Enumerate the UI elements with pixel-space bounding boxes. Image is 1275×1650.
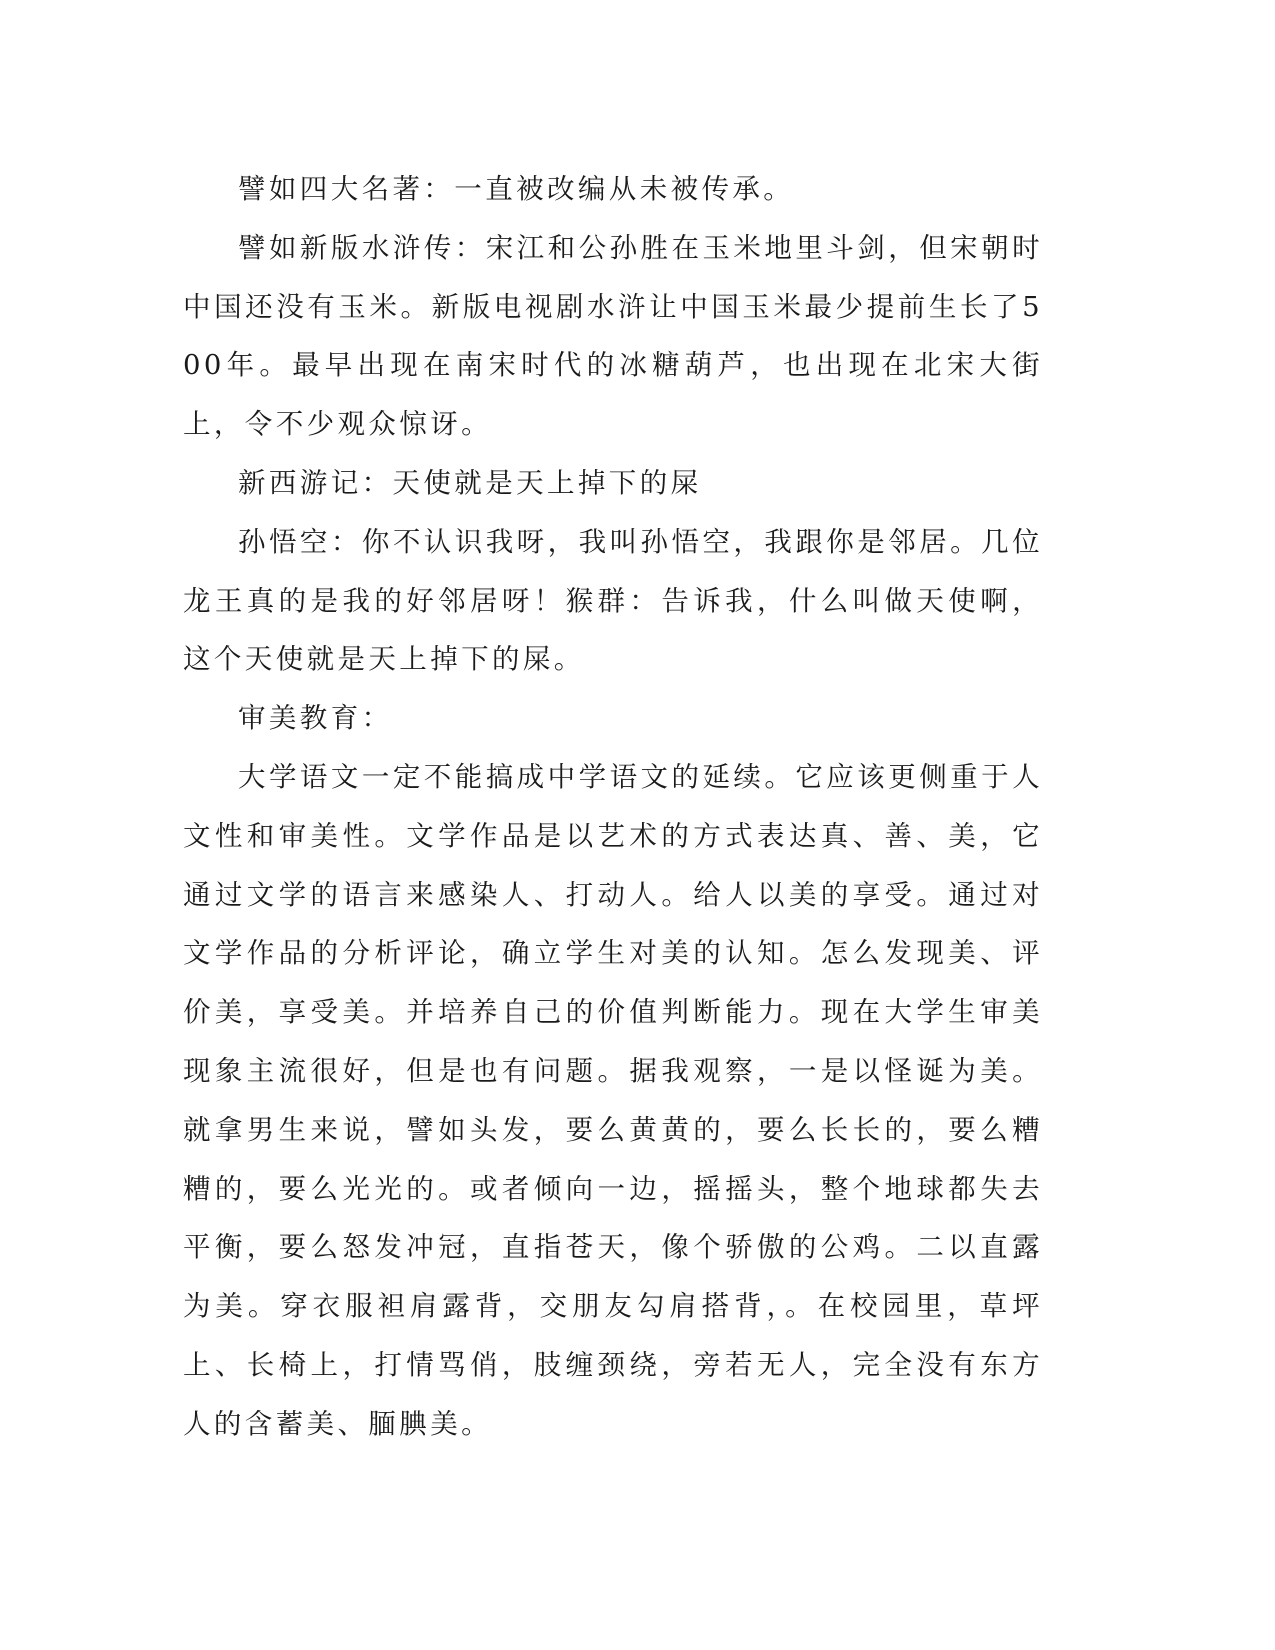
document-body — [183, 160, 1043, 1454]
paragraph-water-margin: 譬如新版水浒传：宋江和公孙胜在玉米地里斗剑，但宋朝时中国还没有玉米。新版电视剧水浒让中国玉米最少提前生长了500年。最早出现在南宋时代的冰糖葫芦，也出现在北宋大街上，令不少观众惊讶。 — [183, 231, 1043, 441]
paragraph-four-classics: 譬如四大名著：一直被改编从未被传承。 — [238, 173, 795, 205]
paragraph-journey-west-heading: 新西游记：天使就是天上掉下的屎 — [238, 466, 702, 499]
paragraph-aesthetic-heading: 审美教育： — [238, 702, 393, 735]
paragraph-aesthetic-education: 大学语文一定不能搞成中学语文的延续。它应该更侧重于人文性和审美性。文学作品是以艺术的方式表达真、善、美，它通过文学的语言来感染人、打动人。给人以美的享受。通过对文学作品的分析评论，确立学生对美的认知。怎么发现美、评价美，享受美。并培养自己的价值判断能力。现在大学生审美现象主流很好，但是也有问题。据我观察，一是以怪诞为美。就拿男生来说，譬如头发，要么黄黄的，要么长长的，要么糟糟的，要么光光的。或者倾向一边，摇摇头，整个地球都失去平衡，要么怒发冲冠，直指苍天，像个骄傲的公鸡。二以直露为美。穿衣服袒肩露背，交朋友勾肩搭背，。在校园里，草坪上、长椅上，打情骂俏，肢缠颈绕，旁若无人，完全没有东方人的含蓄美、腼腆美。 — [183, 760, 1043, 1440]
paragraph-sun-wukong: 孙悟空：你不认识我呀，我叫孙悟空，我跟你是邻居。几位龙王真的是我的好邻居呀！猴群：告诉我，什么叫做天使啊，这个天使就是天上掉下的屎。 — [183, 525, 1043, 676]
